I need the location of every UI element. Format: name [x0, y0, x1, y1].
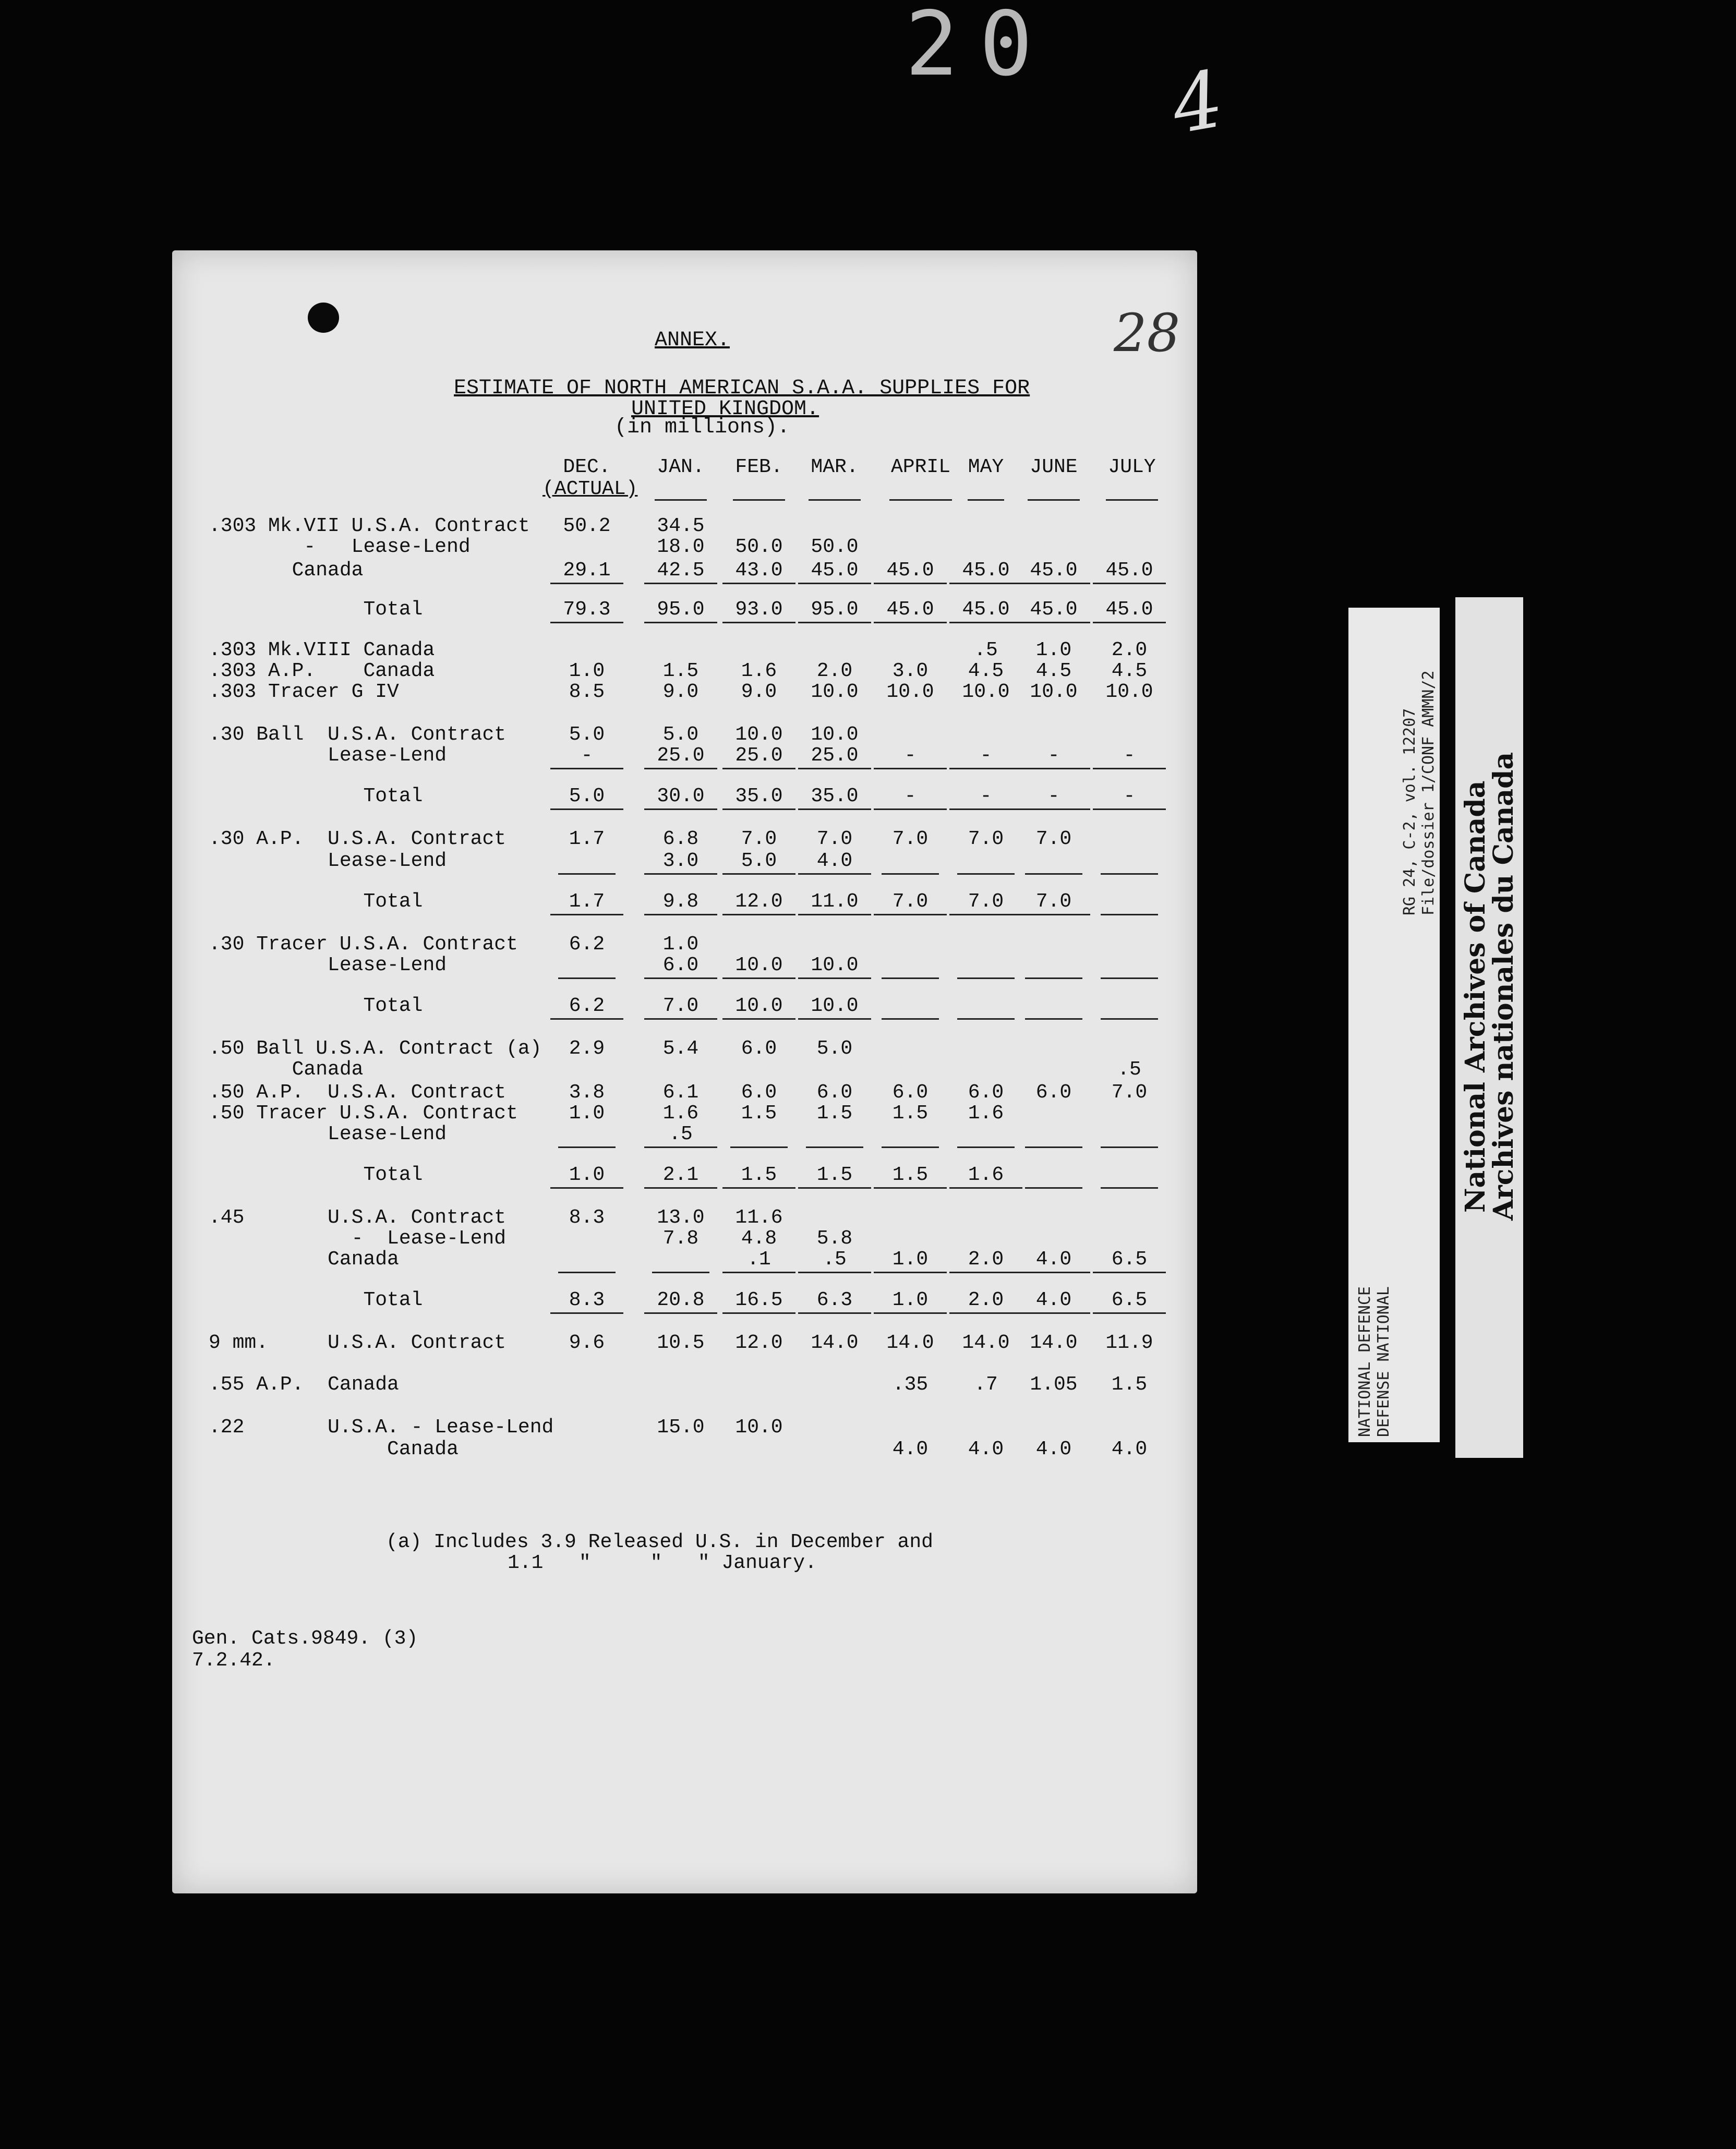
table-cell	[730, 1125, 788, 1148]
table-cell: 2.0	[1111, 639, 1148, 661]
table-cell	[1025, 1125, 1082, 1148]
row-label: Lease-Lend	[209, 850, 447, 872]
row-label: .303 Mk.VII U.S.A. Contract	[209, 515, 530, 537]
row-label: - Lease-Lend	[209, 1227, 507, 1250]
table-cell: -	[874, 746, 947, 769]
table-cell: 34.5	[657, 515, 705, 537]
table-cell	[882, 956, 939, 979]
annex-heading: ANNEX.	[655, 329, 730, 352]
table-cell: 35.0	[798, 787, 871, 810]
table-cell	[652, 1250, 709, 1273]
table-cell: 5.4	[662, 1037, 699, 1060]
row-label: Total	[209, 1289, 423, 1311]
table-cell: 9.0	[662, 681, 699, 703]
col-header-mar	[798, 456, 871, 501]
table-cell: 29.1	[550, 561, 623, 584]
reference-line-1: Gen. Cats.9849. (3)	[192, 1627, 418, 1650]
table-cell: 95.0	[644, 600, 717, 623]
table-cell	[1101, 956, 1158, 979]
footnote-line-1: (a) Includes 3.9 Released U.S. in December and	[386, 1531, 933, 1553]
table-cell: 42.5	[644, 561, 717, 584]
table-cell: 45.0	[1017, 600, 1090, 623]
col-header-label: APRIL	[890, 456, 951, 478]
table-cell: 93.0	[722, 600, 795, 623]
table-cell: 7.0	[1017, 892, 1090, 915]
table-cell: 3.8	[569, 1081, 605, 1104]
table-cell: 45.0	[1093, 561, 1166, 584]
col-header-jan	[644, 456, 717, 501]
table-cell: 25.0	[644, 746, 717, 769]
table-cell: 1.05	[1030, 1373, 1078, 1396]
table-cell: 30.0	[644, 787, 717, 810]
table-cell: 11.9	[1105, 1332, 1153, 1354]
title-line-3: (in millions).	[614, 416, 790, 439]
table-cell: 4.0	[1035, 1438, 1072, 1460]
table-cell: 7.0	[874, 892, 947, 915]
row-label: .303 Mk.VIII Canada	[209, 639, 435, 661]
table-cell: 11.6	[735, 1206, 783, 1229]
table-cell: 10.0	[811, 723, 859, 746]
row-label: .22 U.S.A. - Lease-Lend	[209, 1416, 554, 1439]
table-cell: -	[949, 746, 1022, 769]
row-label: Lease-Lend	[209, 1123, 447, 1145]
table-cell: 4.0	[1111, 1438, 1148, 1460]
table-cell: 2.9	[569, 1037, 605, 1060]
table-cell: 35.0	[722, 787, 795, 810]
row-label: .50 A.P. U.S.A. Contract	[209, 1081, 507, 1104]
row-label: .55 A.P. Canada	[209, 1373, 399, 1396]
table-cell: 95.0	[798, 600, 871, 623]
table-cell	[558, 1125, 616, 1148]
table-cell: 6.0	[1035, 1081, 1072, 1104]
table-cell: 10.0	[722, 956, 795, 979]
table-cell: 1.0	[569, 1102, 605, 1125]
table-cell: -	[1093, 746, 1166, 769]
row-label: Lease-Lend	[209, 954, 447, 976]
title-line-2: UNITED KINGDOM.	[631, 397, 819, 421]
table-cell: 1.6	[741, 660, 777, 682]
table-cell: 7.8	[662, 1227, 699, 1250]
row-label: Total	[209, 1164, 423, 1186]
table-cell	[957, 956, 1015, 979]
table-cell: 6.0	[892, 1081, 929, 1104]
table-cell: 79.3	[550, 600, 623, 623]
table-cell	[957, 1125, 1015, 1148]
pencil-mark: 4	[1165, 54, 1230, 152]
table-cell: 15.0	[657, 1416, 705, 1439]
col-header-label: MAY	[968, 456, 1004, 478]
archive-label-line-2: DEFENSE NATIONAL	[1375, 1286, 1393, 1437]
table-cell	[1025, 1165, 1082, 1189]
table-cell: 45.0	[874, 561, 947, 584]
table-cell: 4.0	[1017, 1290, 1090, 1314]
table-cell: 1.5	[892, 1102, 929, 1125]
row-label: .50 Tracer U.S.A. Contract	[209, 1102, 518, 1125]
table-cell: 45.0	[949, 600, 1022, 623]
table-cell: 8.3	[550, 1290, 623, 1314]
row-label: Total	[209, 785, 423, 807]
table-cell	[882, 851, 939, 875]
table-cell: .5	[798, 1250, 871, 1273]
table-cell: 2.1	[644, 1165, 717, 1189]
table-cell: 1.0	[550, 1165, 623, 1189]
col-header-label: MAR.	[811, 456, 859, 478]
table-cell	[558, 956, 616, 979]
row-label: .45 U.S.A. Contract	[209, 1206, 507, 1229]
col-header-june	[1017, 456, 1090, 501]
table-cell: .5	[644, 1125, 717, 1148]
table-cell: 1.7	[569, 828, 605, 850]
table-cell: 5.0	[569, 723, 605, 746]
table-cell: 12.0	[735, 1332, 783, 1354]
table-cell: 6.2	[569, 933, 605, 956]
table-cell: -	[1017, 746, 1090, 769]
table-cell: 4.8	[741, 1227, 777, 1250]
table-cell: -	[949, 787, 1022, 810]
table-cell: 2.0	[949, 1290, 1022, 1314]
table-cell: 5.0	[550, 787, 623, 810]
table-cell: 7.0	[1111, 1081, 1148, 1104]
table-cell	[1025, 851, 1082, 875]
table-cell: 12.0	[722, 892, 795, 915]
table-cell: 1.0	[874, 1250, 947, 1273]
table-cell: .35	[892, 1373, 929, 1396]
table-cell: 14.0	[962, 1332, 1010, 1354]
table-cell: 1.5	[662, 660, 699, 682]
table-cell: 1.6	[662, 1102, 699, 1125]
table-cell: 1.5	[798, 1165, 871, 1189]
table-cell: 6.0	[644, 956, 717, 979]
table-cell: 20.8	[644, 1290, 717, 1314]
row-label: Total	[209, 995, 423, 1017]
table-cell: 45.0	[949, 561, 1022, 584]
table-cell: 6.0	[741, 1081, 777, 1104]
table-cell: 9.6	[569, 1332, 605, 1354]
table-cell	[1101, 1125, 1158, 1148]
page-number: 28	[1114, 303, 1180, 364]
row-label: .30 Ball U.S.A. Contract	[209, 723, 507, 746]
table-cell: 1.5	[816, 1102, 853, 1125]
table-cell: 10.5	[657, 1332, 705, 1354]
col-header-sub: (ACTUAL)	[542, 478, 638, 500]
table-cell	[558, 1250, 616, 1273]
table-cell: 6.8	[662, 828, 699, 850]
row-label: Canada	[209, 1058, 364, 1081]
archive-label-line-3: RG 24, C-2, vol. 12207	[1401, 708, 1419, 915]
table-cell: 10.0	[886, 681, 934, 703]
table-cell: 7.0	[949, 892, 1022, 915]
archive-stamp-line-1: National Archives of Canada	[1460, 780, 1491, 1213]
table-cell: 1.0	[569, 660, 605, 682]
table-cell: 45.0	[798, 561, 871, 584]
table-cell: 50.0	[811, 536, 859, 558]
table-cell	[882, 1125, 939, 1148]
ink-blot	[308, 303, 339, 333]
col-header-dec	[542, 456, 638, 500]
table-cell: 1.6	[949, 1165, 1022, 1189]
table-cell: -	[1093, 787, 1166, 810]
table-cell: 1.0	[662, 933, 699, 956]
table-cell	[1101, 1165, 1158, 1189]
table-cell: 11.0	[798, 892, 871, 915]
table-cell: 7.0	[892, 828, 929, 850]
table-cell: 6.1	[662, 1081, 699, 1104]
col-header-label: DEC.	[563, 456, 611, 478]
col-header-feb	[722, 456, 795, 501]
table-cell: 13.0	[657, 1206, 705, 1229]
table-cell: 14.0	[811, 1332, 859, 1354]
table-cell: 9.0	[741, 681, 777, 703]
table-cell: 10.0	[962, 681, 1010, 703]
table-cell: 6.5	[1093, 1250, 1166, 1273]
table-cell: .5	[974, 639, 998, 661]
table-cell: 14.0	[886, 1332, 934, 1354]
table-cell: 8.5	[569, 681, 605, 703]
table-cell	[1025, 996, 1082, 1020]
table-cell: 4.0	[798, 851, 871, 875]
table-cell: 1.5	[874, 1165, 947, 1189]
table-cell: 6.0	[741, 1037, 777, 1060]
table-cell: 50.2	[563, 515, 611, 537]
col-header-may	[949, 456, 1022, 501]
table-cell: 7.0	[968, 828, 1004, 850]
table-cell: 45.0	[1093, 600, 1166, 623]
table-cell: 5.0	[816, 1037, 853, 1060]
table-cell: 9.8	[644, 892, 717, 915]
table-cell: 1.0	[1035, 639, 1072, 661]
table-cell: 1.6	[968, 1102, 1004, 1125]
table-cell: 2.0	[816, 660, 853, 682]
row-label: Lease-Lend	[209, 744, 447, 767]
table-cell: 18.0	[657, 536, 705, 558]
table-cell: 4.5	[968, 660, 1004, 682]
table-cell: -	[1017, 787, 1090, 810]
table-cell: 43.0	[722, 561, 795, 584]
table-cell: 10.0	[722, 996, 795, 1020]
table-cell: 5.0	[722, 851, 795, 875]
table-cell: 7.0	[741, 828, 777, 850]
row-label: .30 Tracer U.S.A. Contract	[209, 933, 518, 956]
reference-line-2: 7.2.42.	[192, 1649, 275, 1672]
table-cell: 1.5	[741, 1102, 777, 1125]
reel-marks: 20	[905, 0, 1054, 96]
table-cell	[1101, 892, 1158, 915]
table-cell: 5.0	[662, 723, 699, 746]
archive-label-card	[1348, 608, 1440, 1442]
table-cell: .7	[974, 1373, 998, 1396]
table-cell: 6.0	[968, 1081, 1004, 1104]
col-header-july	[1095, 456, 1168, 501]
table-cell: 14.0	[1030, 1332, 1078, 1354]
table-cell: 45.0	[1017, 561, 1090, 584]
table-cell: 7.0	[644, 996, 717, 1020]
table-cell: 1.7	[550, 892, 623, 915]
col-header-label: JAN.	[657, 456, 705, 478]
row-label: .303 A.P. Canada	[209, 660, 435, 682]
table-cell: 4.5	[1111, 660, 1148, 682]
table-cell: 10.0	[798, 956, 871, 979]
table-cell: 6.0	[816, 1081, 853, 1104]
table-cell: 10.0	[798, 996, 871, 1020]
row-label: Canada	[209, 559, 364, 582]
archive-stamp-line-2: Archives nationales du Canada	[1488, 752, 1520, 1221]
footnote-line-2: 1.1 " " " January.	[508, 1552, 817, 1574]
table-cell: 10.0	[1105, 681, 1153, 703]
row-label: Total	[209, 598, 423, 621]
table-cell: .5	[1117, 1058, 1141, 1081]
table-cell: 5.8	[816, 1227, 853, 1250]
table-cell: 10.0	[735, 1416, 783, 1439]
table-cell	[957, 851, 1015, 875]
table-cell: 7.0	[816, 828, 853, 850]
table-cell: .1	[722, 1250, 795, 1273]
archive-stamp	[1455, 597, 1523, 1458]
table-cell	[957, 996, 1015, 1020]
table-cell	[806, 1125, 863, 1148]
row-label: .30 A.P. U.S.A. Contract	[209, 828, 507, 850]
table-cell: -	[550, 746, 623, 769]
table-cell: 2.0	[949, 1250, 1022, 1273]
table-cell: 6.5	[1093, 1290, 1166, 1314]
table-cell	[558, 851, 616, 875]
row-label: Canada	[209, 1248, 399, 1271]
table-cell: 1.5	[1111, 1373, 1148, 1396]
table-cell: 45.0	[874, 600, 947, 623]
archive-label-line-1: NATIONAL DEFENCE	[1356, 1286, 1374, 1437]
row-label: - Lease-Lend	[209, 536, 471, 558]
col-header-label: FEB.	[735, 456, 783, 478]
table-cell: 8.3	[569, 1206, 605, 1229]
archive-label-line-4: File/dossier 1/CONF AMMN/2	[1419, 670, 1438, 915]
table-cell	[1101, 851, 1158, 875]
row-label: Canada	[209, 1438, 459, 1460]
table-cell: 1.5	[722, 1165, 795, 1189]
title-line-1: ESTIMATE OF NORTH AMERICAN S.A.A. SUPPLIES FOR	[454, 377, 1030, 400]
row-label: Total	[209, 890, 423, 913]
table-cell: 16.5	[722, 1290, 795, 1314]
table-cell: 4.5	[1035, 660, 1072, 682]
table-cell: 4.0	[968, 1438, 1004, 1460]
col-header-label: JULY	[1108, 456, 1156, 478]
table-cell	[1025, 956, 1082, 979]
table-cell: 1.0	[874, 1290, 947, 1314]
row-label: .50 Ball U.S.A. Contract (a)	[209, 1037, 542, 1060]
table-cell: 6.2	[550, 996, 623, 1020]
table-cell	[882, 996, 939, 1020]
col-header-label: JUNE	[1030, 456, 1078, 478]
table-cell: 10.0	[811, 681, 859, 703]
table-cell: 10.0	[1030, 681, 1078, 703]
table-cell: 4.0	[892, 1438, 929, 1460]
table-cell: -	[874, 787, 947, 810]
table-cell: 25.0	[798, 746, 871, 769]
table-cell: 50.0	[735, 536, 783, 558]
table-cell: 3.0	[892, 660, 929, 682]
table-cell: 3.0	[644, 851, 717, 875]
table-cell: 6.3	[798, 1290, 871, 1314]
row-label: 9 mm. U.S.A. Contract	[209, 1332, 507, 1354]
table-cell	[1101, 996, 1158, 1020]
table-cell: 25.0	[722, 746, 795, 769]
row-label: .303 Tracer G IV	[209, 681, 399, 703]
table-cell: 4.0	[1017, 1250, 1090, 1273]
table-cell: 10.0	[735, 723, 783, 746]
table-cell: 7.0	[1035, 828, 1072, 850]
